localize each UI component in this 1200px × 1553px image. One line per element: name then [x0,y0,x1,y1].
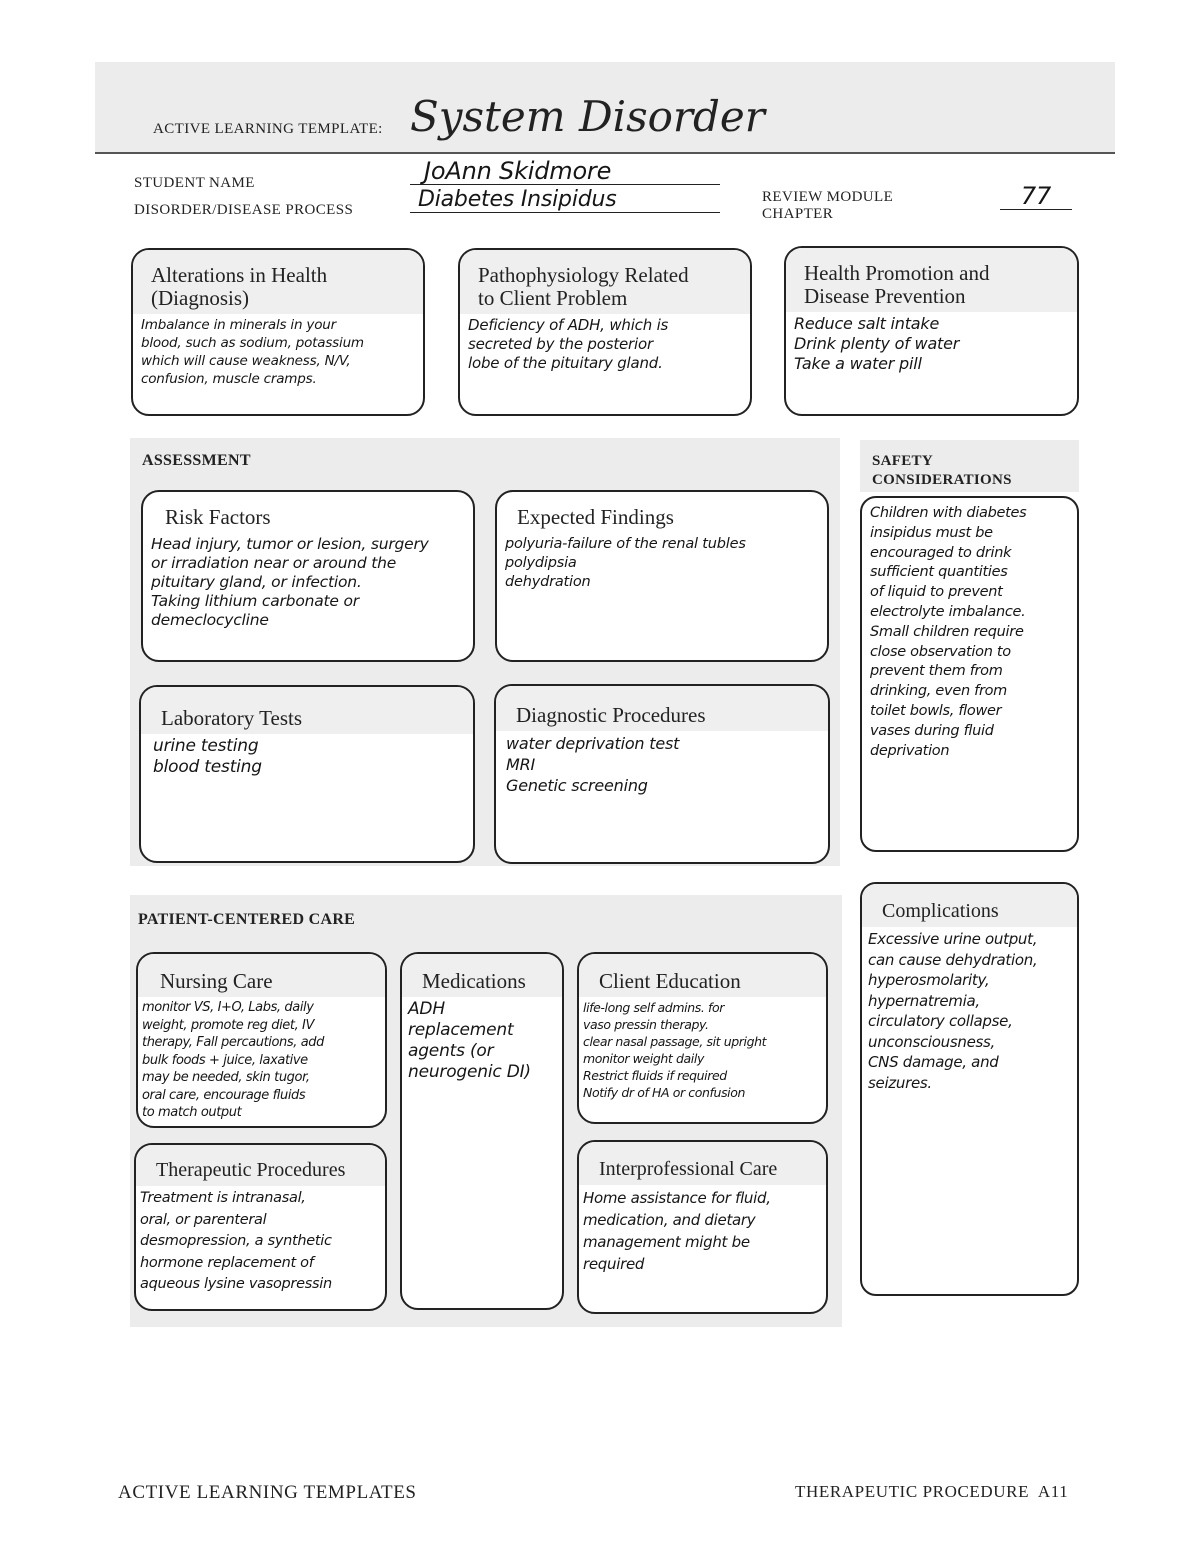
medications-content: ADH replacement agents (or neurogenic DI) [408,999,531,1082]
alterations-in-health-content: Imbalance in minerals in your blood, such as sodium, potassium which will cause weakness, N/V, confusion, muscle cramps. [141,317,364,387]
health-promotion-card [784,246,1079,416]
diagnostic-procedures-title: Diagnostic Procedures [496,686,828,731]
student-name-value: JoAnn Skidmore [410,158,720,185]
footer-left: ACTIVE LEARNING TEMPLATES [118,1482,417,1503]
disorder-value: Diabetes Insipidus [410,187,720,213]
interprofessional-care-content: Home assistance for fluid, medication, and dietary management might be required [583,1189,771,1273]
diagnostic-procedures-content: water deprivation test MRI Genetic screening [506,734,680,795]
review-module-label [762,189,893,223]
nursing-care-title: Nursing Care [138,954,385,997]
laboratory-tests-card [139,685,475,863]
client-education-title: Client Education [579,954,826,997]
complications-card [860,882,1079,1296]
safety-considerations-card [860,496,1079,852]
template-title: System Disorder [410,92,765,141]
health-promotion-content: Reduce salt intake Drink plenty of water Take a water pill [794,314,960,373]
client-education-content: life-long self admins. for vaso pressin therapy. clear nasal passage, sit upright monitor weight daily Restrict fluids if required Notify dr of HA or confusion [583,1000,767,1100]
risk-factors-content: Head injury, tumor or lesion, surgery or irradiation near or around the pituitary gland, or infection. Taking lithium carbonate or demeclocycline [151,535,429,629]
review-module-label-line1: REVIEW MODULE [762,189,894,205]
health-promotion-title: Health Promotion and Disease Prevention [786,248,1077,312]
complications-title: Complications [862,884,1077,927]
pathophysiology-title: Pathophysiology Related to Client Problem [460,250,750,314]
alterations-in-health-card [131,248,425,416]
safety-label: SAFETY CONSIDERATIONS [872,453,1012,488]
expected-findings-content: polyuria-failure of the renal tubles polydipsia dehydration [505,536,746,590]
expected-findings-card [495,490,829,662]
nursing-care-card [136,952,387,1128]
complications-content: Excessive urine output, can cause dehydration, hyperosmolarity, hypernatremia, circulatory collapse, unconsciousness, CNS damage, and seizures. [868,930,1038,1092]
assessment-label: ASSESSMENT [142,452,251,469]
medications-card [400,952,564,1310]
disorder-label: DISORDER/DISEASE PROCESS [134,202,354,218]
interprofessional-care-card [577,1140,828,1314]
footer-right: THERAPEUTIC PROCEDURE A11 [795,1482,1069,1501]
review-module-value: 77 [1000,183,1072,210]
risk-factors-card [141,490,475,662]
risk-factors-title: Risk Factors [165,505,271,529]
safety-considerations-content: Children with diabetes insipidus must be encouraged to drink sufficient quantities of liquid to prevent electrolyte imbalance. Small children require close observation to prevent them from drinking, even from toilet bowls, flower vases during fluid deprivation [870,505,1027,759]
diagnostic-procedures-card [494,684,830,864]
therapeutic-procedures-content: Treatment is intranasal, oral, or parenteral desmopression, a synthetic hormone replacement of aqueous lysine vasopressin [140,1190,332,1292]
therapeutic-procedures-card [134,1143,387,1311]
laboratory-tests-title: Laboratory Tests [141,687,473,734]
pathophysiology-content: Deficiency of ADH, which is secreted by the posterior lobe of the pituitary gland. [468,316,669,372]
alterations-in-health-title: Alterations in Health (Diagnosis) [133,250,423,314]
interprofessional-care-title: Interprofessional Care [579,1142,826,1185]
medications-title: Medications [402,954,562,997]
student-name-label: STUDENT NAME [134,175,255,191]
template-label: ACTIVE LEARNING TEMPLATE: [153,121,383,137]
review-module-label-line2: CHAPTER [762,206,834,222]
pathophysiology-card [458,248,752,416]
client-education-card [577,952,828,1124]
expected-findings-title: Expected Findings [517,505,674,529]
laboratory-tests-content: urine testing blood testing [153,736,262,777]
header-rule [95,152,1115,154]
patient-centered-care-label: PATIENT-CENTERED CARE [138,911,356,928]
therapeutic-procedures-title: Therapeutic Procedures [136,1145,385,1186]
nursing-care-content: monitor VS, I+O, Labs, daily weight, promote reg diet, IV therapy, Fall percautions, add bulk foods + juice, laxative may be needed, skin tugor, oral care, encourage fluids to match output [142,1000,325,1120]
